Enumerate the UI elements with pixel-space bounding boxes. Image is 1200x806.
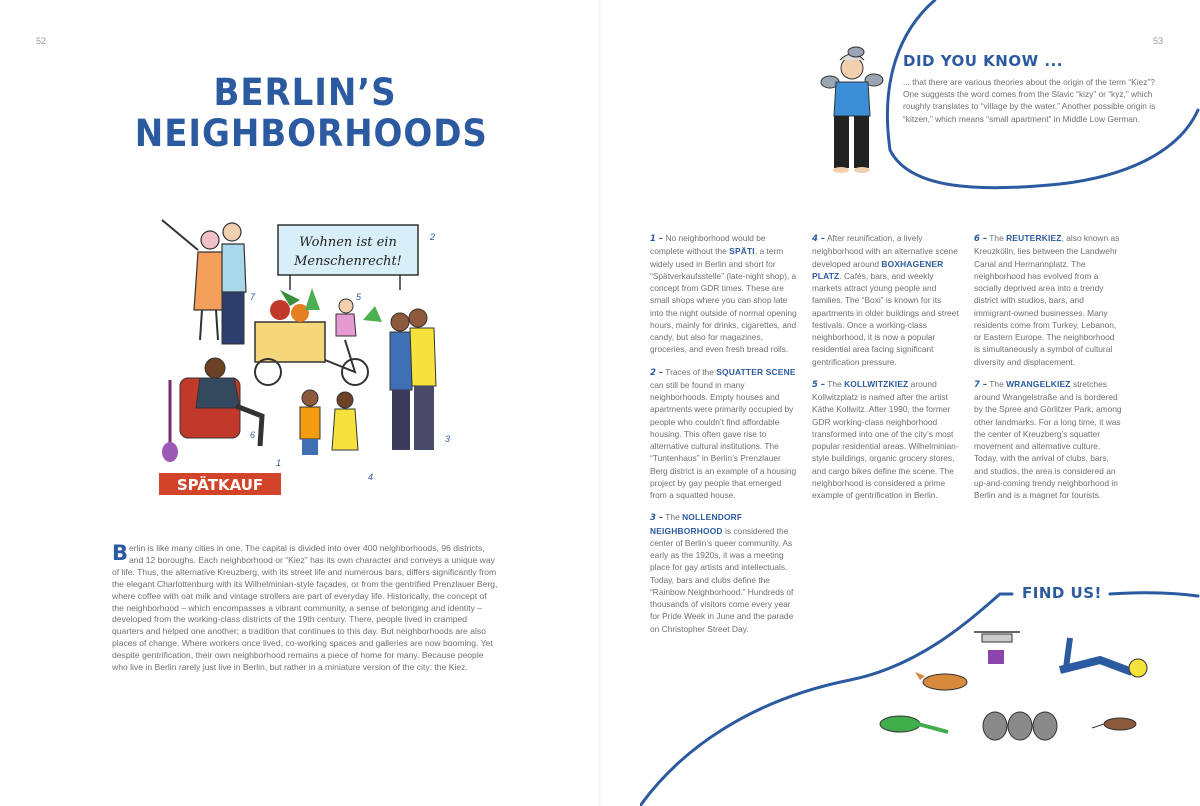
- entry-3: 3 – The NOLLENDORF NEIGHBORHOOD is considered the center of Berlin’s queer community. As early as the 1920s, it was a meeting place for gay artists and intellectuals. Today, bars and clubs define the “Rainbow Neighborhood.” Hundreds of thousands of visitors come every year for Pride Week in June and the parade on Christopher Street Day.: [650, 512, 794, 634]
- entry-1: 1 – No neighborhood would be complete without the SPÄTI, a term widely used in Berlin and short for “Spätverkaufsstelle” (late-night shop), a concept from GDR times. These are small shops where you can shop late into the night outside of normal opening hours, mainly for drinks, cigarettes, and candy, but also for magazines, groceries, and even fresh bread rolls.: [650, 233, 797, 355]
- spaetkauf-sign: [158, 472, 282, 496]
- keyword-reuterkiez: REUTERKIEZ: [1006, 233, 1062, 243]
- raccoon-icon: [983, 712, 1057, 740]
- cargo-bike-icon: [255, 288, 382, 385]
- intro-text: erlin is like many cities in one. The capital is divided into over 400 neighborhoods, 96 districts, and 12 boroughs. Each neighborhood or “Kiez” has its own character and conveys a unique way of life. Thus, the alternative Kreuzberg, with its street life and numerous bars, differs significantly from the elegant Charlottenburg with its Wilhelminian-style façades, or from the gentrified Prenzlauer Berg, where coffee with oat milk and vintage strollers are part of everyday life. Historically, the concept of the neighborhood – which encompasses a vibrant community, a sense of belonging and identity – developed from the working-class districts of the 19th century. There, people lived in cramped quarters and helped one another; a tradition that continues to this day. But neighborhoods are also places of change. Where workers once lived, co-working spaces and galleries are now booming. Yet despite gentrification, their own neighborhood remains a piece of home for many. Because people who live in Berlin rarely just live in Berlin, but rather in a miniature version of the city: the Kiez.: [112, 543, 498, 673]
- marker-2: 2: [430, 232, 436, 242]
- marker-4: 4: [368, 472, 374, 482]
- kids-ice-cream-icon: [300, 390, 358, 455]
- reclining-person-icon: [1060, 638, 1147, 677]
- drop-cap: B: [112, 541, 129, 565]
- kissing-couple-icon: [390, 309, 436, 450]
- column-2: [812, 232, 960, 511]
- intro-paragraph: [112, 543, 498, 674]
- pigeon-lady-icon: [810, 42, 890, 182]
- column-3: [974, 232, 1122, 511]
- entry-7: 7 – The WRANGELKIEZ stretches around Wrangelstraße and is bordered by the Spree and Görlitzer Park, among other landmarks. For a long time, it was the center of Kreuzberg’s squatter movement and alternative culture. Today, with the arrival of clubs, bars, and studios, the area is considered an up-and-coming trendy neighborhood in Berlin and is a magnet for tourists.: [974, 378, 1122, 500]
- marker-1: 1: [276, 458, 282, 468]
- drone-icon: [974, 632, 1020, 664]
- entry-5: 5 – The KOLLWITZKIEZ around Kollwitzplatz is named after the artist Käthe Kollwitz. After 1990, the former GDR working-class neighborhood transformed into one of the city’s most popular residential areas. Wilhelminian-style buildings, organic grocery stores, and cargo bikes define the scene. The neighborhood is considered a prime example of gentrification in Berlin.: [812, 378, 959, 500]
- keyword-wrangelkiez: WRANGELKIEZ: [1006, 378, 1071, 389]
- page-gutter: [598, 0, 604, 806]
- entry-6: 6 – The REUTERKIEZ, also known as Kreuzkölln, lies between the Landwehr Canal and Hermannplatz. The neighborhood has evolved from a socially deprived area into a trendy district with studios, bars, and immigrant-owned businesses. Many residents come from Turkey, Lebanon, or Eastern Europe. The neighborhood is simultaneously a symbol of cultural diversity and displacement.: [974, 233, 1120, 367]
- rat-icon: [1092, 718, 1136, 730]
- entry-2: 2 – Traces of the SQUATTER SCENE can still be found in many neighborhoods. Empty houses and apartments were primarily occupied by people who couldn’t find affordable housing. This often gave rise to alternative cultural institutions. The “Tuntenhaus” in Berlin’s Prenzlauer Berg district is an example of a housing project by gay people that emerged from a squatted house.: [650, 366, 797, 500]
- marker-7: 7: [250, 292, 256, 302]
- shop-sign-text: SPÄTKAUF: [176, 476, 264, 494]
- shisha-man-icon: [162, 358, 262, 462]
- neighborhood-illustration: [150, 210, 450, 500]
- page-number-left: 52: [36, 36, 47, 46]
- sign-line-1: Wohnen ist ein: [299, 235, 397, 250]
- keyword-nollendorf: NOLLENDORF NEIGHBORHOOD: [650, 512, 743, 536]
- iguana-icon: [880, 716, 948, 732]
- find-us-heading: FIND US!: [1022, 584, 1102, 602]
- keyword-kollwitzkiez: KOLLWITZKIEZ: [844, 378, 909, 389]
- find-us-illustration: [870, 620, 1190, 750]
- keyword-squatter-scene: SQUATTER SCENE: [716, 366, 796, 377]
- title-line-2: NEIGHBORHOODS: [134, 112, 488, 155]
- keyword-spaeti: SPÄTI: [729, 246, 755, 257]
- sign-line-2: Menschenrecht!: [294, 254, 402, 269]
- page-title: [120, 72, 490, 154]
- protest-sign: [278, 225, 418, 290]
- marker-3: 3: [444, 434, 450, 444]
- marker-5: 5: [356, 292, 362, 302]
- keyword-boxhagener-platz: BOXHAGENER PLATZ: [812, 258, 944, 281]
- did-you-know-text: ... that there are various theories about the origin of the term “Kiez”? One suggests the word comes from the Slavic “kizy” or “kyz,” which roughly translates to “village by the water.” Another possible origin is “kitzen,” which means “small apartment” in Middle Low German.: [903, 77, 1156, 124]
- title-line-1: BERLIN’S: [213, 71, 397, 114]
- page-number-right: 53: [1153, 36, 1164, 46]
- selfie-couple-icon: [162, 220, 246, 344]
- did-you-know-heading: DID YOU KNOW ...: [903, 52, 1063, 70]
- marker-6: 6: [250, 430, 256, 440]
- entry-4: 4 – After reunification, a lively neighborhood with an alternative scene developed around BOXHAGENER PLATZ. Cafés, bars, and weekly markets attract young people and families. The “Boxi” is known for its apartments in older buildings and street festivals. Once a working-class neighborhood, it is now a popular residential area facing significant gentrification pressure.: [812, 233, 959, 367]
- fox-icon: [915, 672, 967, 690]
